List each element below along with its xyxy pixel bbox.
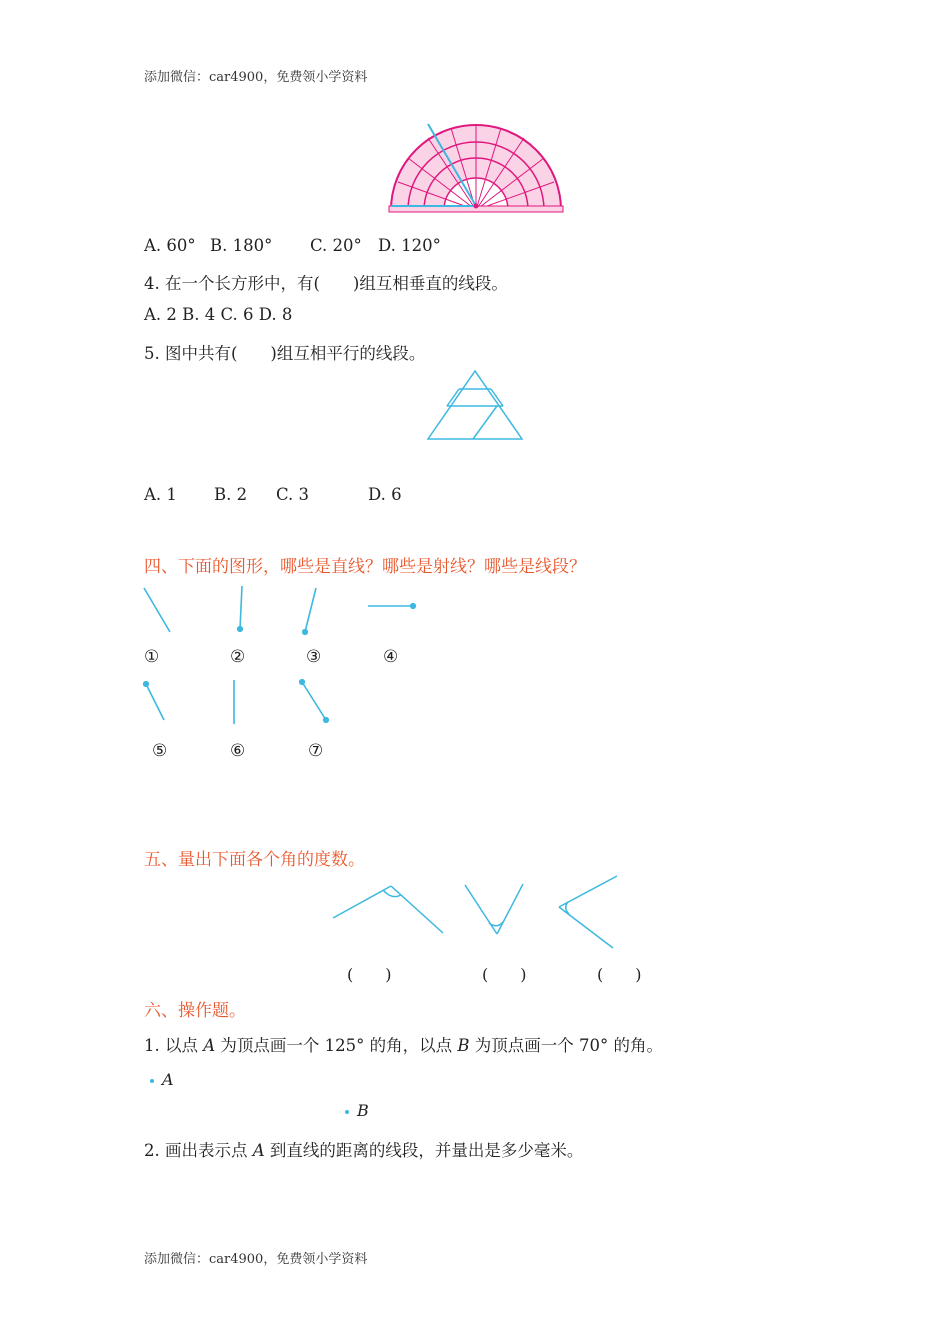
- angle-2-right-arm: [497, 884, 523, 934]
- q5-option-d: D. 6: [368, 485, 402, 504]
- angle-2-left-arm: [465, 885, 497, 934]
- section6-q1: 1. 以点 A 为顶点画一个 125° 的角，以点 B 为顶点画一个 70° 的角。: [144, 1036, 664, 1055]
- label-6: ⑥: [230, 741, 246, 761]
- q5-option-c: C. 3: [276, 485, 310, 504]
- q5-question: 5. 图中共有( )组互相平行的线段。: [144, 344, 426, 363]
- label-3: ③: [306, 647, 322, 667]
- section6-q2: 2. 画出表示点 A 到直线的距离的线段，并量出是多少毫米。: [144, 1141, 584, 1160]
- q4-question: 4. 在一个长方形中，有( )组互相垂直的线段。: [144, 274, 508, 293]
- q5-option-a: A. 1: [144, 485, 177, 504]
- q3-option-c: C. 20°: [310, 236, 362, 255]
- q3-option-d: D. 120°: [378, 236, 441, 255]
- angle-1-right-arm: [391, 886, 443, 933]
- protractor-figure: [386, 120, 566, 215]
- page-header: 添加微信：car4900，免费领小学资料: [144, 70, 368, 85]
- angle-2-blank: ( ): [482, 965, 527, 984]
- figure-7-segment: [302, 682, 326, 720]
- label-7: ⑦: [308, 741, 324, 761]
- figure-5-ray: [146, 684, 164, 720]
- figure-3-ray: [305, 588, 316, 632]
- q4-options: A. 2 B. 4 C. 6 D. 8: [144, 305, 293, 324]
- q3-option-b: B. 180°: [210, 236, 273, 255]
- q5-triangle-figure: [425, 368, 525, 443]
- point-b: B: [345, 1101, 369, 1120]
- page-footer: 添加微信：car4900，免费领小学资料: [144, 1252, 368, 1267]
- point-a: A: [150, 1070, 174, 1089]
- angle-3-blank: ( ): [597, 965, 642, 984]
- section6-title: 六、操作题。: [144, 1001, 246, 1021]
- angle-1-left-arm: [333, 886, 391, 918]
- section5-title: 五、量出下面各个角的度数。: [144, 850, 365, 870]
- angle-1-blank: ( ): [347, 965, 392, 984]
- q3-option-a: A. 60°: [144, 236, 196, 255]
- label-1: ①: [144, 647, 160, 667]
- q5-option-b: B. 2: [214, 485, 248, 504]
- angle-3-lower-arm: [559, 907, 613, 948]
- figure-2-ray: [240, 586, 242, 629]
- section5-angles-figure: [325, 870, 625, 955]
- figure-1-line: [144, 588, 170, 632]
- label-5: ⑤: [152, 741, 168, 761]
- label-4: ④: [383, 647, 399, 667]
- section4-title: 四、下面的图形，哪些是直线？哪些是射线？哪些是线段？: [144, 557, 586, 577]
- label-2: ②: [230, 647, 246, 667]
